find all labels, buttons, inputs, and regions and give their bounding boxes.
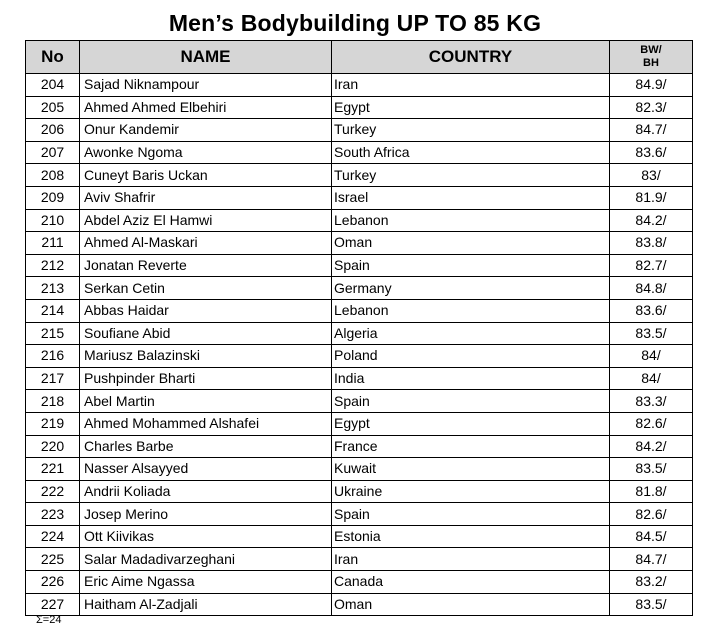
cell-country: Oman bbox=[332, 232, 610, 255]
cell-no: 224 bbox=[26, 525, 80, 548]
cell-country: Algeria bbox=[332, 322, 610, 345]
cell-no: 225 bbox=[26, 548, 80, 571]
cell-bw: 83.5/ bbox=[610, 593, 693, 616]
table-row bbox=[26, 412, 693, 435]
cell-bw: 84.8/ bbox=[610, 277, 693, 300]
cell-name: Mariusz Balazinski bbox=[80, 345, 332, 368]
cell-bw: 83.5/ bbox=[610, 458, 693, 481]
cell-country: France bbox=[332, 435, 610, 458]
table-row bbox=[26, 277, 693, 300]
table-header bbox=[26, 41, 693, 74]
cell-country: Germany bbox=[332, 277, 610, 300]
cell-bw: 83/ bbox=[610, 164, 693, 187]
cell-name: Serkan Cetin bbox=[80, 277, 332, 300]
column-header-country: COUNTRY bbox=[332, 41, 610, 74]
table-row bbox=[26, 299, 693, 322]
cell-bw: 84.5/ bbox=[610, 525, 693, 548]
cell-country: Iran bbox=[332, 74, 610, 97]
cell-no: 207 bbox=[26, 141, 80, 164]
cell-bw: 84.2/ bbox=[610, 435, 693, 458]
cell-no: 219 bbox=[26, 412, 80, 435]
cell-country: Spain bbox=[332, 390, 610, 413]
table-row bbox=[26, 458, 693, 481]
cell-country: Iran bbox=[332, 548, 610, 571]
cell-name: Salar Madadivarzeghani bbox=[80, 548, 332, 571]
table-body bbox=[26, 74, 693, 616]
table-row bbox=[26, 390, 693, 413]
cell-no: 213 bbox=[26, 277, 80, 300]
cell-bw: 82.3/ bbox=[610, 96, 693, 119]
cell-bw: 81.9/ bbox=[610, 186, 693, 209]
table-row bbox=[26, 96, 693, 119]
cell-bw: 82.6/ bbox=[610, 503, 693, 526]
cell-bw: 81.8/ bbox=[610, 480, 693, 503]
table-row bbox=[26, 548, 693, 571]
cell-bw: 83.5/ bbox=[610, 322, 693, 345]
cell-no: 218 bbox=[26, 390, 80, 413]
cell-no: 222 bbox=[26, 480, 80, 503]
cell-no: 204 bbox=[26, 74, 80, 97]
cell-country: Ukraine bbox=[332, 480, 610, 503]
cell-no: 221 bbox=[26, 458, 80, 481]
cell-bw: 84.2/ bbox=[610, 209, 693, 232]
cell-no: 214 bbox=[26, 299, 80, 322]
cell-bw: 84/ bbox=[610, 345, 693, 368]
cell-bw: 83.2/ bbox=[610, 571, 693, 594]
cell-bw: 83.6/ bbox=[610, 299, 693, 322]
cell-country: India bbox=[332, 367, 610, 390]
table-row bbox=[26, 367, 693, 390]
cell-name: Ahmed Al-Maskari bbox=[80, 232, 332, 255]
table-row bbox=[26, 322, 693, 345]
cell-country: Lebanon bbox=[332, 209, 610, 232]
cell-name: Soufiane Abid bbox=[80, 322, 332, 345]
cell-country: South Africa bbox=[332, 141, 610, 164]
table-row bbox=[26, 164, 693, 187]
cell-name: Pushpinder Bharti bbox=[80, 367, 332, 390]
cell-no: 220 bbox=[26, 435, 80, 458]
cell-country: Turkey bbox=[332, 164, 610, 187]
results-table bbox=[25, 40, 693, 616]
cell-name: Ott Kiivikas bbox=[80, 525, 332, 548]
cell-name: Abdel Aziz El Hamwi bbox=[80, 209, 332, 232]
cell-name: Awonke Ngoma bbox=[80, 141, 332, 164]
cell-no: 215 bbox=[26, 322, 80, 345]
cell-country: Canada bbox=[332, 571, 610, 594]
cell-bw: 82.7/ bbox=[610, 254, 693, 277]
cell-country: Poland bbox=[332, 345, 610, 368]
cell-bw: 84.7/ bbox=[610, 119, 693, 142]
cell-country: Egypt bbox=[332, 96, 610, 119]
cell-country: Oman bbox=[332, 593, 610, 616]
cell-no: 223 bbox=[26, 503, 80, 526]
cell-no: 209 bbox=[26, 186, 80, 209]
cell-name: Abbas Haidar bbox=[80, 299, 332, 322]
table-row bbox=[26, 254, 693, 277]
cell-no: 226 bbox=[26, 571, 80, 594]
table-row bbox=[26, 74, 693, 97]
table-row bbox=[26, 435, 693, 458]
cell-country: Spain bbox=[332, 503, 610, 526]
column-header-bw-line1: BW/ bbox=[640, 44, 662, 56]
table-row bbox=[26, 186, 693, 209]
column-header-bw-line2: BH bbox=[643, 57, 659, 69]
table-row bbox=[26, 525, 693, 548]
cell-country: Kuwait bbox=[332, 458, 610, 481]
table-row bbox=[26, 141, 693, 164]
cell-country: Egypt bbox=[332, 412, 610, 435]
cell-no: 227 bbox=[26, 593, 80, 616]
cell-name: Sajad Niknampour bbox=[80, 74, 332, 97]
page-title: Men’s Bodybuilding UP TO 85 KG bbox=[168, 10, 542, 36]
cell-name: Ahmed Mohammed Alshafei bbox=[80, 412, 332, 435]
cell-country: Estonia bbox=[332, 525, 610, 548]
table-row bbox=[26, 480, 693, 503]
cell-bw: 83.3/ bbox=[610, 390, 693, 413]
cell-bw: 84.7/ bbox=[610, 548, 693, 571]
cell-no: 205 bbox=[26, 96, 80, 119]
cell-name: Josep Merino bbox=[80, 503, 332, 526]
column-header-name: NAME bbox=[80, 41, 332, 74]
cell-name: Andrii Koliada bbox=[80, 480, 332, 503]
header-row bbox=[26, 41, 693, 74]
table-row bbox=[26, 232, 693, 255]
cell-name: Abel Martin bbox=[80, 390, 332, 413]
cell-country: Lebanon bbox=[332, 299, 610, 322]
table-row bbox=[26, 119, 693, 142]
cell-bw: 84/ bbox=[610, 367, 693, 390]
cell-name: Eric Aime Ngassa bbox=[80, 571, 332, 594]
column-header-no: No bbox=[26, 41, 80, 74]
cell-name: Jonatan Reverte bbox=[80, 254, 332, 277]
table-row bbox=[26, 593, 693, 616]
cell-name: Cuneyt Baris Uckan bbox=[80, 164, 332, 187]
cell-name: Nasser Alsayyed bbox=[80, 458, 332, 481]
cell-no: 212 bbox=[26, 254, 80, 277]
table-row bbox=[26, 209, 693, 232]
cell-name: Aviv Shafrir bbox=[80, 186, 332, 209]
cell-name: Charles Barbe bbox=[80, 435, 332, 458]
cell-bw: 84.9/ bbox=[610, 74, 693, 97]
cell-country: Turkey bbox=[332, 119, 610, 142]
cell-country: Israel bbox=[332, 186, 610, 209]
cell-no: 210 bbox=[26, 209, 80, 232]
column-header-bw bbox=[610, 41, 693, 74]
cell-bw: 83.8/ bbox=[610, 232, 693, 255]
cell-no: 206 bbox=[26, 119, 80, 142]
table-row bbox=[26, 345, 693, 368]
cell-name: Haitham Al-Zadjali bbox=[80, 593, 332, 616]
cell-name: Onur Kandemir bbox=[80, 119, 332, 142]
cell-bw: 83.6/ bbox=[610, 141, 693, 164]
cell-no: 217 bbox=[26, 367, 80, 390]
cell-no: 211 bbox=[26, 232, 80, 255]
cell-no: 216 bbox=[26, 345, 80, 368]
participant-count: Σ=24 bbox=[36, 614, 62, 626]
cell-bw: 82.6/ bbox=[610, 412, 693, 435]
table-row bbox=[26, 503, 693, 526]
table-row bbox=[26, 571, 693, 594]
cell-no: 208 bbox=[26, 164, 80, 187]
cell-country: Spain bbox=[332, 254, 610, 277]
cell-name: Ahmed Ahmed Elbehiri bbox=[80, 96, 332, 119]
